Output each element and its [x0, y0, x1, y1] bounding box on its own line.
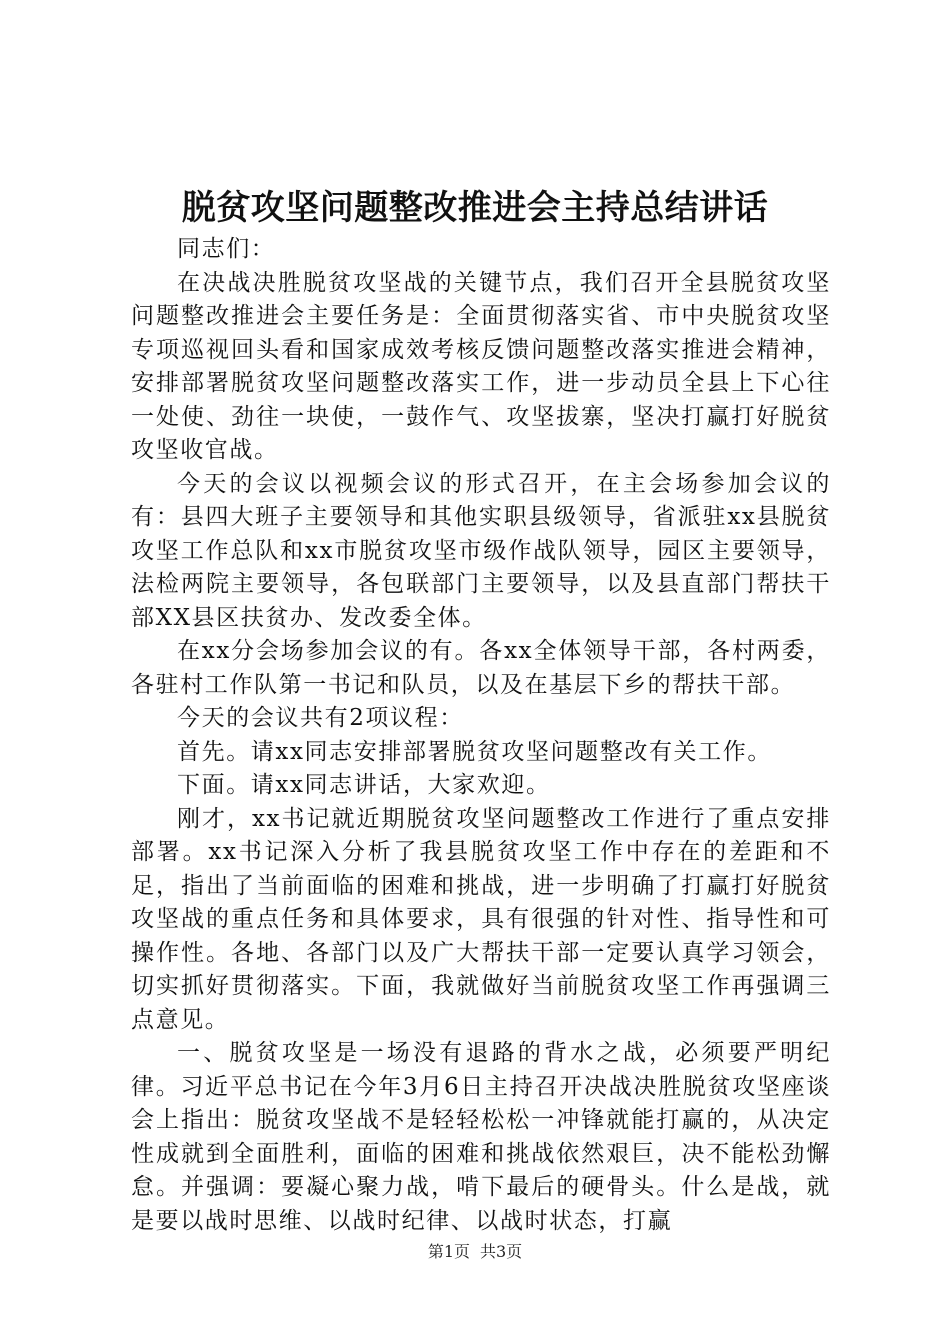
paragraph-meeting-purpose: 在决战决胜脱贫攻坚战的关键节点，我们召开全县脱贫攻坚问题整改推进会主要任务是：全面贯彻落实省、市中央脱贫攻坚专项巡视回头看和国家成效考核反馈问题整改落实推进会精神，安排部署脱贫攻坚问题整改落实工作，进一步动员全县上下心往一处使、劲往一块使，一鼓作气、攻坚拔寨，坚决打赢打好脱贫攻坚收官战。 [131, 269, 831, 463]
document-body [131, 233, 831, 1238]
page-footer [0, 1240, 950, 1264]
paragraph-branch-venue-attendees: 在xx分会场参加会议的有。各xx全体领导干部，各村两委，各驻村工作队第一书记和队员，以及在基层下乡的帮扶干部。 [131, 638, 831, 698]
paragraph-point-one: 一、脱贫攻坚是一场没有退路的背水之战，必须要严明纪律。习近平总书记在今年3月6日主持召开决战决胜脱贫攻坚座谈会上指出：脱贫攻坚战不是轻轻松松一冲锋就能打赢的，从决定性成就到全面胜利，面临的困难和挑战依然艰巨，决不能松劲懈怠。并强调：要凝心聚力战，啃下最后的硬骨头。什么是战，就是要以战时思维、以战时纪律、以战时状态，打赢 [131, 1040, 831, 1234]
paragraph-summary: 刚才，xx书记就近期脱贫攻坚问题整改工作进行了重点安排部署。xx书记深入分析了我县脱贫攻坚工作中存在的差距和不足，指出了当前面临的困难和挑战，进一步明确了打赢打好脱贫攻坚战的重点任务和具体要求，具有很强的针对性、指导性和可操作性。各地、各部门以及广大帮扶干部一定要认真学习领会，切实抓好贯彻落实。下面，我就做好当前脱贫攻坚工作再强调三点意见。 [131, 805, 831, 1033]
paragraph-agenda-item-1: 首先。请xx同志安排部署脱贫攻坚问题整改有关工作。 [177, 738, 772, 765]
paragraph-salutation: 同志们： [177, 236, 276, 262]
document-title: 脱贫攻坚问题整改推进会主持总结讲话 [181, 188, 769, 228]
paragraph-agenda-item-2: 下面。请xx同志讲话，大家欢迎。 [177, 772, 551, 798]
page-number: 第1页 [427, 1242, 470, 1261]
paragraph-main-venue-attendees: 今天的会议以视频会议的形式召开，在主会场参加会议的有：县四大班子主要领导和其他实职县级领导，省派驻xx县脱贫攻坚工作总队和xx市脱贫攻坚市级作战队领导，园区主要领导，法检两院主要领导，各包联部门主要领导，以及县直部门帮扶干部XX县区扶贫办、发改委全体。 [131, 470, 831, 631]
page-total: 共3页 [480, 1242, 523, 1261]
paragraph-agenda: 今天的会议共有2项议程： [177, 705, 464, 731]
